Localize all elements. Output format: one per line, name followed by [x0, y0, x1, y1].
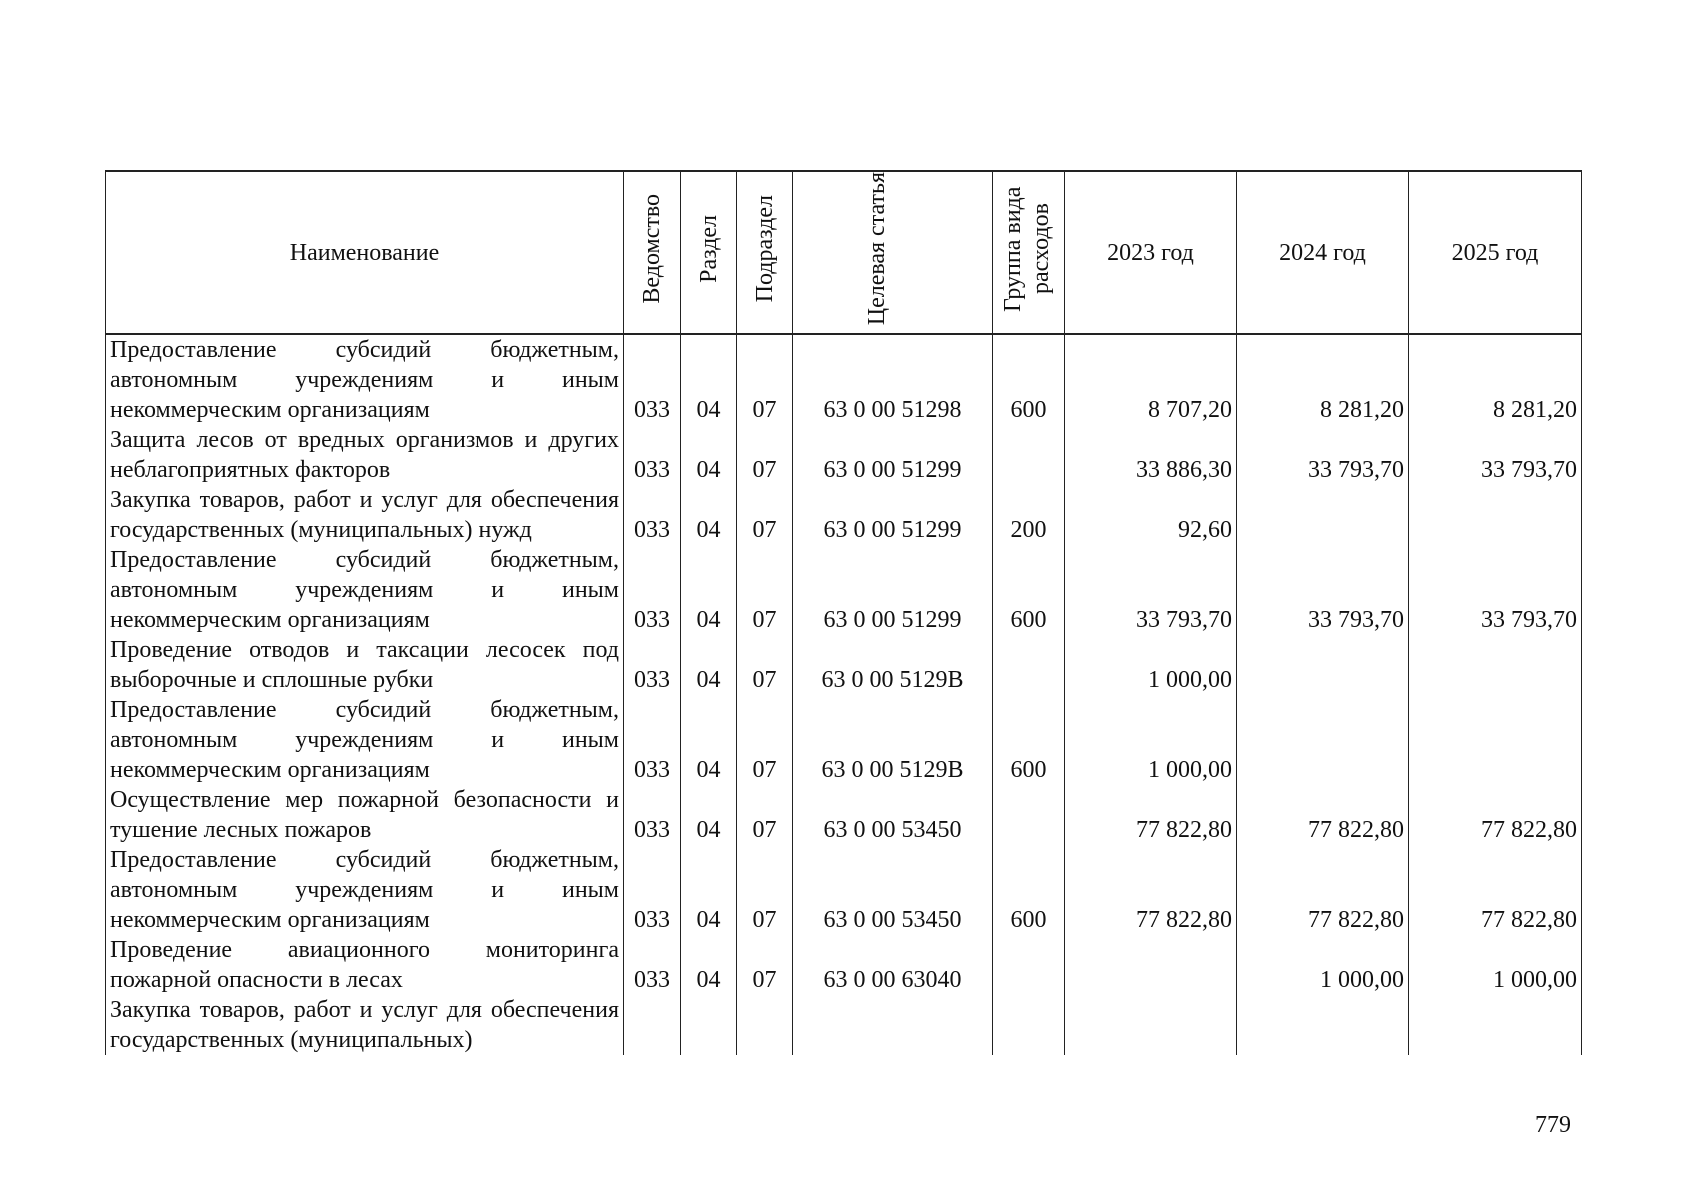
cell-subsection: 07 — [737, 545, 793, 635]
cell-y2024: 33 793,70 — [1237, 545, 1409, 635]
cell-name: Проведение отводов и таксации лесосек под выборочные и сплошные рубки — [106, 635, 624, 695]
cell-ministry: 033 — [624, 845, 681, 935]
cell-y2023: 1 000,00 — [1065, 695, 1237, 785]
cell-subsection: 07 — [737, 485, 793, 545]
cell-y2023: 8 707,20 — [1065, 334, 1237, 425]
cell-target-item — [793, 995, 993, 1055]
table-row — [106, 935, 1582, 995]
header-row — [106, 171, 1582, 334]
cell-subsection: 07 — [737, 635, 793, 695]
header-target-item: Целевая статья — [793, 171, 993, 334]
cell-expense-group: 600 — [993, 845, 1065, 935]
cell-subsection: 07 — [737, 785, 793, 845]
cell-target-item: 63 0 00 5129В — [793, 695, 993, 785]
cell-y2023: 33 793,70 — [1065, 545, 1237, 635]
cell-expense-group — [993, 935, 1065, 995]
cell-ministry: 033 — [624, 785, 681, 845]
cell-target-item: 63 0 00 53450 — [793, 845, 993, 935]
cell-section: 04 — [681, 334, 737, 425]
cell-y2024 — [1237, 995, 1409, 1055]
cell-y2024: 33 793,70 — [1237, 425, 1409, 485]
cell-name: Защита лесов от вредных организмов и других неблагоприятных факторов — [106, 425, 624, 485]
cell-y2024 — [1237, 485, 1409, 545]
table-row-continued — [106, 995, 1582, 1055]
cell-y2025 — [1409, 635, 1582, 695]
cell-y2025: 8 281,20 — [1409, 334, 1582, 425]
header-2024: 2024 год — [1237, 171, 1409, 334]
cell-ministry: 033 — [624, 334, 681, 425]
cell-expense-group: 200 — [993, 485, 1065, 545]
cell-target-item: 63 0 00 51299 — [793, 545, 993, 635]
table-row — [106, 845, 1582, 935]
table-row — [106, 485, 1582, 545]
cell-y2025 — [1409, 485, 1582, 545]
cell-y2023 — [1065, 935, 1237, 995]
cell-name: Предоставление субсидий бюджетным, автономным учреждениям и иным некоммерческим организациям — [106, 695, 624, 785]
cell-y2023: 1 000,00 — [1065, 635, 1237, 695]
cell-y2024: 1 000,00 — [1237, 935, 1409, 995]
cell-y2025: 33 793,70 — [1409, 545, 1582, 635]
budget-table — [105, 170, 1582, 1055]
cell-y2024 — [1237, 635, 1409, 695]
cell-ministry: 033 — [624, 695, 681, 785]
cell-ministry: 033 — [624, 635, 681, 695]
cell-ministry: 033 — [624, 485, 681, 545]
cell-y2025: 77 822,80 — [1409, 845, 1582, 935]
cell-target-item: 63 0 00 63040 — [793, 935, 993, 995]
header-subsection: Подраздел — [737, 171, 793, 334]
cell-target-item: 63 0 00 51299 — [793, 425, 993, 485]
cell-subsection: 07 — [737, 935, 793, 995]
header-ministry: Ведомство — [624, 171, 681, 334]
table-body — [106, 334, 1582, 1055]
cell-section: 04 — [681, 425, 737, 485]
table-row — [106, 635, 1582, 695]
cell-y2024 — [1237, 695, 1409, 785]
cell-y2023 — [1065, 995, 1237, 1055]
cell-expense-group: 600 — [993, 545, 1065, 635]
cell-expense-group: 600 — [993, 695, 1065, 785]
cell-target-item: 63 0 00 53450 — [793, 785, 993, 845]
table-row — [106, 785, 1582, 845]
cell-subsection: 07 — [737, 845, 793, 935]
cell-name: Предоставление субсидий бюджетным, автономным учреждениям и иным некоммерческим организациям — [106, 545, 624, 635]
table-row — [106, 425, 1582, 485]
cell-y2024: 77 822,80 — [1237, 785, 1409, 845]
cell-section: 04 — [681, 785, 737, 845]
cell-expense-group: 600 — [993, 334, 1065, 425]
cell-section — [681, 995, 737, 1055]
cell-section: 04 — [681, 935, 737, 995]
cell-name: Осуществление мер пожарной безопасности и тушение лесных пожаров — [106, 785, 624, 845]
cell-y2025 — [1409, 995, 1582, 1055]
cell-name: Проведение авиационного мониторинга пожарной опасности в лесах — [106, 935, 624, 995]
cell-y2025 — [1409, 695, 1582, 785]
cell-y2023: 92,60 — [1065, 485, 1237, 545]
cell-section: 04 — [681, 485, 737, 545]
cell-section: 04 — [681, 545, 737, 635]
header-section: Раздел — [681, 171, 737, 334]
cell-ministry: 033 — [624, 935, 681, 995]
table-row — [106, 695, 1582, 785]
header-expense-group: Группа вида расходов — [993, 171, 1065, 334]
cell-subsection: 07 — [737, 425, 793, 485]
table-row — [106, 545, 1582, 635]
cell-subsection — [737, 995, 793, 1055]
cell-y2024: 8 281,20 — [1237, 334, 1409, 425]
cell-target-item: 63 0 00 51299 — [793, 485, 993, 545]
cell-name: Закупка товаров, работ и услуг для обеспечения государственных (муниципальных) — [106, 995, 624, 1055]
cell-subsection: 07 — [737, 334, 793, 425]
cell-ministry — [624, 995, 681, 1055]
cell-expense-group — [993, 995, 1065, 1055]
cell-y2023: 77 822,80 — [1065, 845, 1237, 935]
cell-y2023: 77 822,80 — [1065, 785, 1237, 845]
header-2025: 2025 год — [1409, 171, 1582, 334]
table-row — [106, 334, 1582, 425]
cell-y2025: 33 793,70 — [1409, 425, 1582, 485]
cell-target-item: 63 0 00 5129В — [793, 635, 993, 695]
header-name: Наименование — [106, 171, 624, 334]
cell-expense-group — [993, 635, 1065, 695]
cell-name: Закупка товаров, работ и услуг для обеспечения государственных (муниципальных) нужд — [106, 485, 624, 545]
cell-ministry: 033 — [624, 545, 681, 635]
cell-name: Предоставление субсидий бюджетным, автономным учреждениям и иным некоммерческим организациям — [106, 334, 624, 425]
cell-y2024: 77 822,80 — [1237, 845, 1409, 935]
cell-y2023: 33 886,30 — [1065, 425, 1237, 485]
cell-target-item: 63 0 00 51298 — [793, 334, 993, 425]
cell-y2025: 77 822,80 — [1409, 785, 1582, 845]
page-number: 779 — [1535, 1112, 1571, 1138]
cell-section: 04 — [681, 845, 737, 935]
cell-y2025: 1 000,00 — [1409, 935, 1582, 995]
cell-section: 04 — [681, 695, 737, 785]
cell-expense-group — [993, 425, 1065, 485]
cell-name: Предоставление субсидий бюджетным, автономным учреждениям и иным некоммерческим организациям — [106, 845, 624, 935]
header-2023: 2023 год — [1065, 171, 1237, 334]
cell-section: 04 — [681, 635, 737, 695]
cell-expense-group — [993, 785, 1065, 845]
cell-subsection: 07 — [737, 695, 793, 785]
cell-ministry: 033 — [624, 425, 681, 485]
